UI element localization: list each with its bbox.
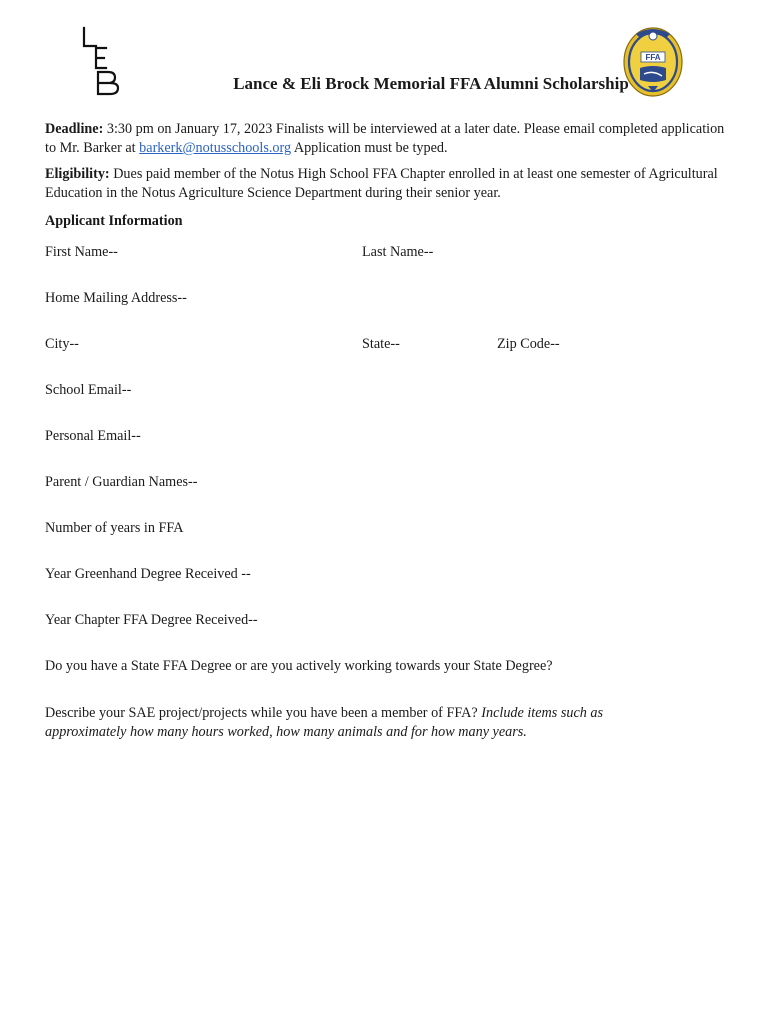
sae-question[interactable] bbox=[45, 704, 665, 742]
deadline-text: 3:30 pm on January 17, 2023 Finalists will be interviewed at a later date. Please email completed application to Mr. Barker at bbox=[45, 121, 725, 156]
page-title: Lance & Eli Brock Memorial FFA Alumni Scholarship bbox=[233, 74, 629, 93]
state-degree-question[interactable]: Do you have a State FFA Degree or are you actively working towards your State Degree? bbox=[45, 658, 553, 674]
state-field[interactable]: State-- bbox=[362, 336, 400, 352]
zip-code-field[interactable]: Zip Code-- bbox=[497, 336, 560, 352]
email-link[interactable]: barkerk@notusschools.org bbox=[139, 140, 292, 156]
home-address-field[interactable]: Home Mailing Address-- bbox=[45, 290, 187, 306]
years-in-ffa-field[interactable]: Number of years in FFA bbox=[45, 520, 184, 536]
eligibility-label: Eligibility: bbox=[45, 166, 110, 182]
emblem-text: FFA bbox=[645, 53, 661, 62]
sae-question-text: Describe your SAE project/projects while you have been a member of FFA? bbox=[45, 705, 482, 721]
personal-email-field[interactable]: Personal Email-- bbox=[45, 428, 141, 444]
deadline-paragraph bbox=[45, 120, 725, 158]
sae-hint: Include items such as approximately how many hours worked, how many animals and for how many years. bbox=[45, 705, 604, 740]
eligibility-text: Dues paid member of the Notus High School FFA Chapter enrolled in at least one semester of Agricultural Education in the Notus Agriculture Science Department during their senior year. bbox=[45, 166, 718, 201]
greenhand-degree-field[interactable]: Year Greenhand Degree Received -- bbox=[45, 566, 251, 582]
chapter-degree-field[interactable]: Year Chapter FFA Degree Received-- bbox=[45, 612, 258, 628]
city-field[interactable]: City-- bbox=[45, 336, 79, 352]
deadline-typed-note: Application must be typed. bbox=[291, 140, 448, 156]
deadline-label: Deadline: bbox=[45, 121, 104, 137]
last-name-field[interactable]: Last Name-- bbox=[362, 244, 434, 260]
first-name-field[interactable]: First Name-- bbox=[45, 244, 118, 260]
school-email-field[interactable]: School Email-- bbox=[45, 382, 132, 398]
eligibility-paragraph bbox=[45, 165, 725, 203]
applicant-information-heading: Applicant Information bbox=[45, 213, 183, 229]
parent-guardian-field[interactable]: Parent / Guardian Names-- bbox=[45, 474, 198, 490]
